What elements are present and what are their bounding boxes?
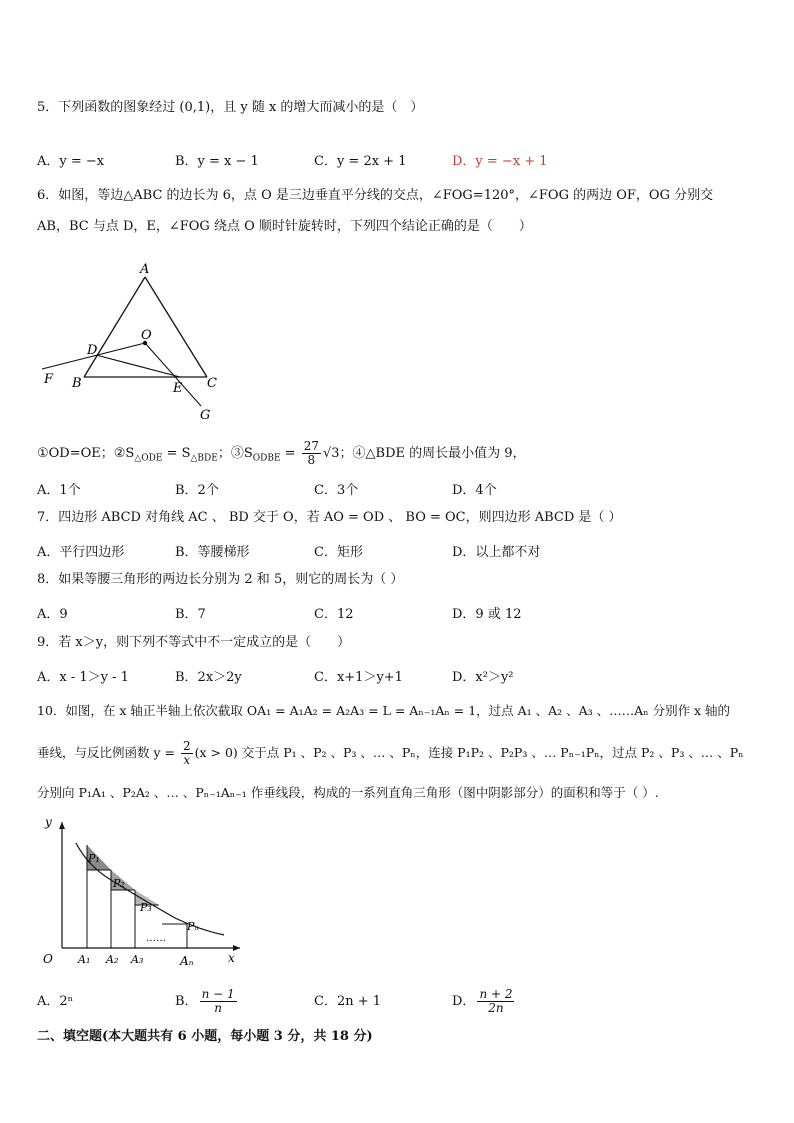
q6-side-ab	[84, 277, 145, 377]
q6-stem-line1: 6．如图，等边△ABC 的边长为 6，点 O 是三边垂直平分线的交点，∠FOG=120°，∠FOG 的两边 OF，OG 分别交	[37, 188, 714, 203]
q6-segment-de	[96, 355, 180, 377]
q10-option-b[interactable]	[175, 987, 239, 1017]
q8-stem: 8．如果等腰三角形的两边长分别为 2 和 5，则它的周长为（ ）	[37, 572, 404, 587]
q10-option-a[interactable]: A．2ⁿ	[37, 994, 74, 1009]
q10-label-p3: P₃	[140, 901, 152, 914]
q10-label-dots: ……	[146, 933, 166, 944]
section-2-heading: 二、填空题(本大题共有 6 小题，每小题 3 分，共 18 分)	[37, 1029, 373, 1044]
q10-line2-part1: 垂线，与反比例函数 y =	[37, 745, 179, 760]
q5-option-d[interactable]: D．y = −x + 1	[452, 154, 548, 169]
q6-ray-og	[145, 343, 201, 406]
q8-option-d[interactable]: D．9 或 12	[452, 607, 522, 622]
q10-option-d-label: D．	[452, 994, 476, 1009]
q8-options	[37, 603, 757, 621]
q6-conclusions-part4: =	[280, 446, 300, 461]
q10-option-d-den: 2n	[488, 1001, 504, 1015]
q7-option-b[interactable]: B．等腰梯形	[175, 545, 250, 560]
q6-label-b: B	[72, 376, 82, 391]
q6-option-d[interactable]: D．4个	[452, 483, 497, 498]
q6-conclusions	[37, 440, 526, 470]
q10-option-b-fraction	[200, 988, 237, 1015]
q10-y-axis-arrow	[59, 822, 65, 829]
q5-stem: 5．下列函数的图象经过 (0,1)，且 y 随 x 的增大而减小的是（ ）	[37, 100, 424, 115]
q7-option-d[interactable]: D．以上都不对	[452, 545, 541, 560]
q5-option-c[interactable]: C．y = 2x + 1	[314, 154, 407, 169]
q9-option-d[interactable]: D．x²＞y²	[452, 670, 514, 685]
q10-option-b-den: n	[214, 1001, 222, 1015]
q6-label-f: F	[44, 372, 54, 387]
q9-stem: 9．若 x＞y，则下列不等式中不一定成立的是（ ）	[37, 635, 351, 650]
q6-label-e: E	[173, 381, 183, 396]
q10-label-an: Aₙ	[180, 954, 194, 968]
q6-options	[37, 479, 757, 497]
q9-option-b[interactable]: B．2x＞2y	[175, 670, 242, 685]
q10-line2-part2: (x > 0) 交于点 P₁ 、P₂ 、P₃ 、… 、Pₙ，连接 P₁P₂ 、P₂P₃ 、… Pₙ₋₁Pₙ，过点 P₂ 、P₃ 、… 、Pₙ	[194, 745, 744, 760]
q6-triangle-figure	[36, 258, 226, 422]
q10-label-x: x	[228, 951, 235, 965]
q6-option-a[interactable]: A．1个	[37, 483, 81, 498]
q10-label-o: O	[43, 952, 53, 966]
q10-option-c[interactable]: C．2n + 1	[314, 994, 382, 1009]
q6-label-o: O	[141, 328, 152, 343]
q6-option-c[interactable]: C．3个	[314, 483, 359, 498]
q10-option-d-fraction	[477, 988, 514, 1015]
q8-option-a[interactable]: A．9	[37, 607, 68, 622]
q6-conclusions-part1: ①OD=OE；②S	[37, 446, 135, 461]
q10-label-p1: P₁	[88, 852, 100, 865]
q6-label-c: C	[207, 376, 217, 391]
q10-label-p2: P₂	[113, 877, 125, 890]
q10-label-a2: A₂	[106, 953, 119, 966]
q6-conclusions-part3: ；③S	[217, 446, 253, 461]
q10-option-b-label: B．	[175, 994, 198, 1009]
q10-label-pn: Pₙ	[187, 920, 199, 933]
q6-conclusions-part2: = S	[162, 446, 191, 461]
q9-options	[37, 666, 757, 684]
q10-options	[37, 987, 757, 1021]
q6-side-ac	[145, 277, 207, 377]
q7-option-c[interactable]: C．矩形	[314, 545, 363, 560]
q6-fraction-num: 27	[303, 439, 319, 453]
q10-label-a1: A₁	[78, 953, 91, 966]
q7-options	[37, 541, 757, 559]
q10-fraction-num: 2	[182, 739, 191, 753]
q10-line3: 分别向 P₁A₁ 、P₂A₂ 、… 、Pₙ₋₁Aₙ₋₁ 作垂线段，构成的一系列直角三角形（图中阴影部分）的面积和等于（ ）.	[37, 785, 659, 800]
q10-fraction-den: x	[183, 753, 191, 767]
q6-conclusions-part5: √3；④△BDE 的周长最小值为 9，	[322, 446, 526, 461]
q9-option-c[interactable]: C．x+1＞y+1	[314, 670, 403, 685]
q6-subscript-ode: △ODE	[134, 453, 163, 464]
q10-option-d[interactable]	[452, 987, 516, 1017]
q8-option-b[interactable]: B．7	[175, 607, 206, 622]
q10-label-a3: A₃	[131, 953, 144, 966]
q6-fraction	[302, 440, 321, 467]
q6-stem-line2: AB，BC 与点 D，E，∠FOG 绕点 O 顺时针旋转时，下列四个结论正确的是（ ）	[37, 219, 532, 234]
q7-stem: 7．四边形 ABCD 对角线 AC 、 BD 交于 O，若 AO = OD 、 BO = OC，则四边形 ABCD 是（ ）	[37, 510, 622, 525]
q10-line1: 10．如图，在 x 轴正半轴上依次截取 OA₁ = A₁A₂ = A₂A₃ = L = Aₙ₋₁Aₙ = 1，过点 A₁ 、A₂ 、A₃ 、……Aₙ 分别作 x 轴的	[37, 703, 731, 718]
q6-subscript-bde: △BDE	[190, 453, 218, 464]
q10-option-d-num: n + 2	[479, 987, 513, 1001]
q6-subscript-odbe: ODBE	[252, 453, 281, 464]
q7-option-a[interactable]: A．平行四边形	[37, 545, 125, 560]
q10-label-y: y	[45, 815, 52, 829]
q6-label-g: G	[200, 408, 211, 422]
q9-option-a[interactable]: A．x - 1＞y - 1	[37, 670, 129, 685]
q5-options	[37, 150, 757, 168]
q6-label-d: D	[87, 343, 98, 358]
q10-line2	[37, 738, 744, 768]
q10-option-b-num: n − 1	[201, 987, 235, 1001]
q10-fraction	[181, 740, 193, 767]
q6-fraction-den: 8	[307, 453, 316, 467]
q5-option-b[interactable]: B．y = x − 1	[175, 154, 259, 169]
q5-option-a[interactable]: A．y = −x	[37, 154, 105, 169]
q6-label-a: A	[140, 262, 150, 277]
q10-hyperbola-figure	[34, 813, 244, 973]
q8-option-c[interactable]: C．12	[314, 607, 354, 622]
q6-option-b[interactable]: B．2个	[175, 483, 219, 498]
